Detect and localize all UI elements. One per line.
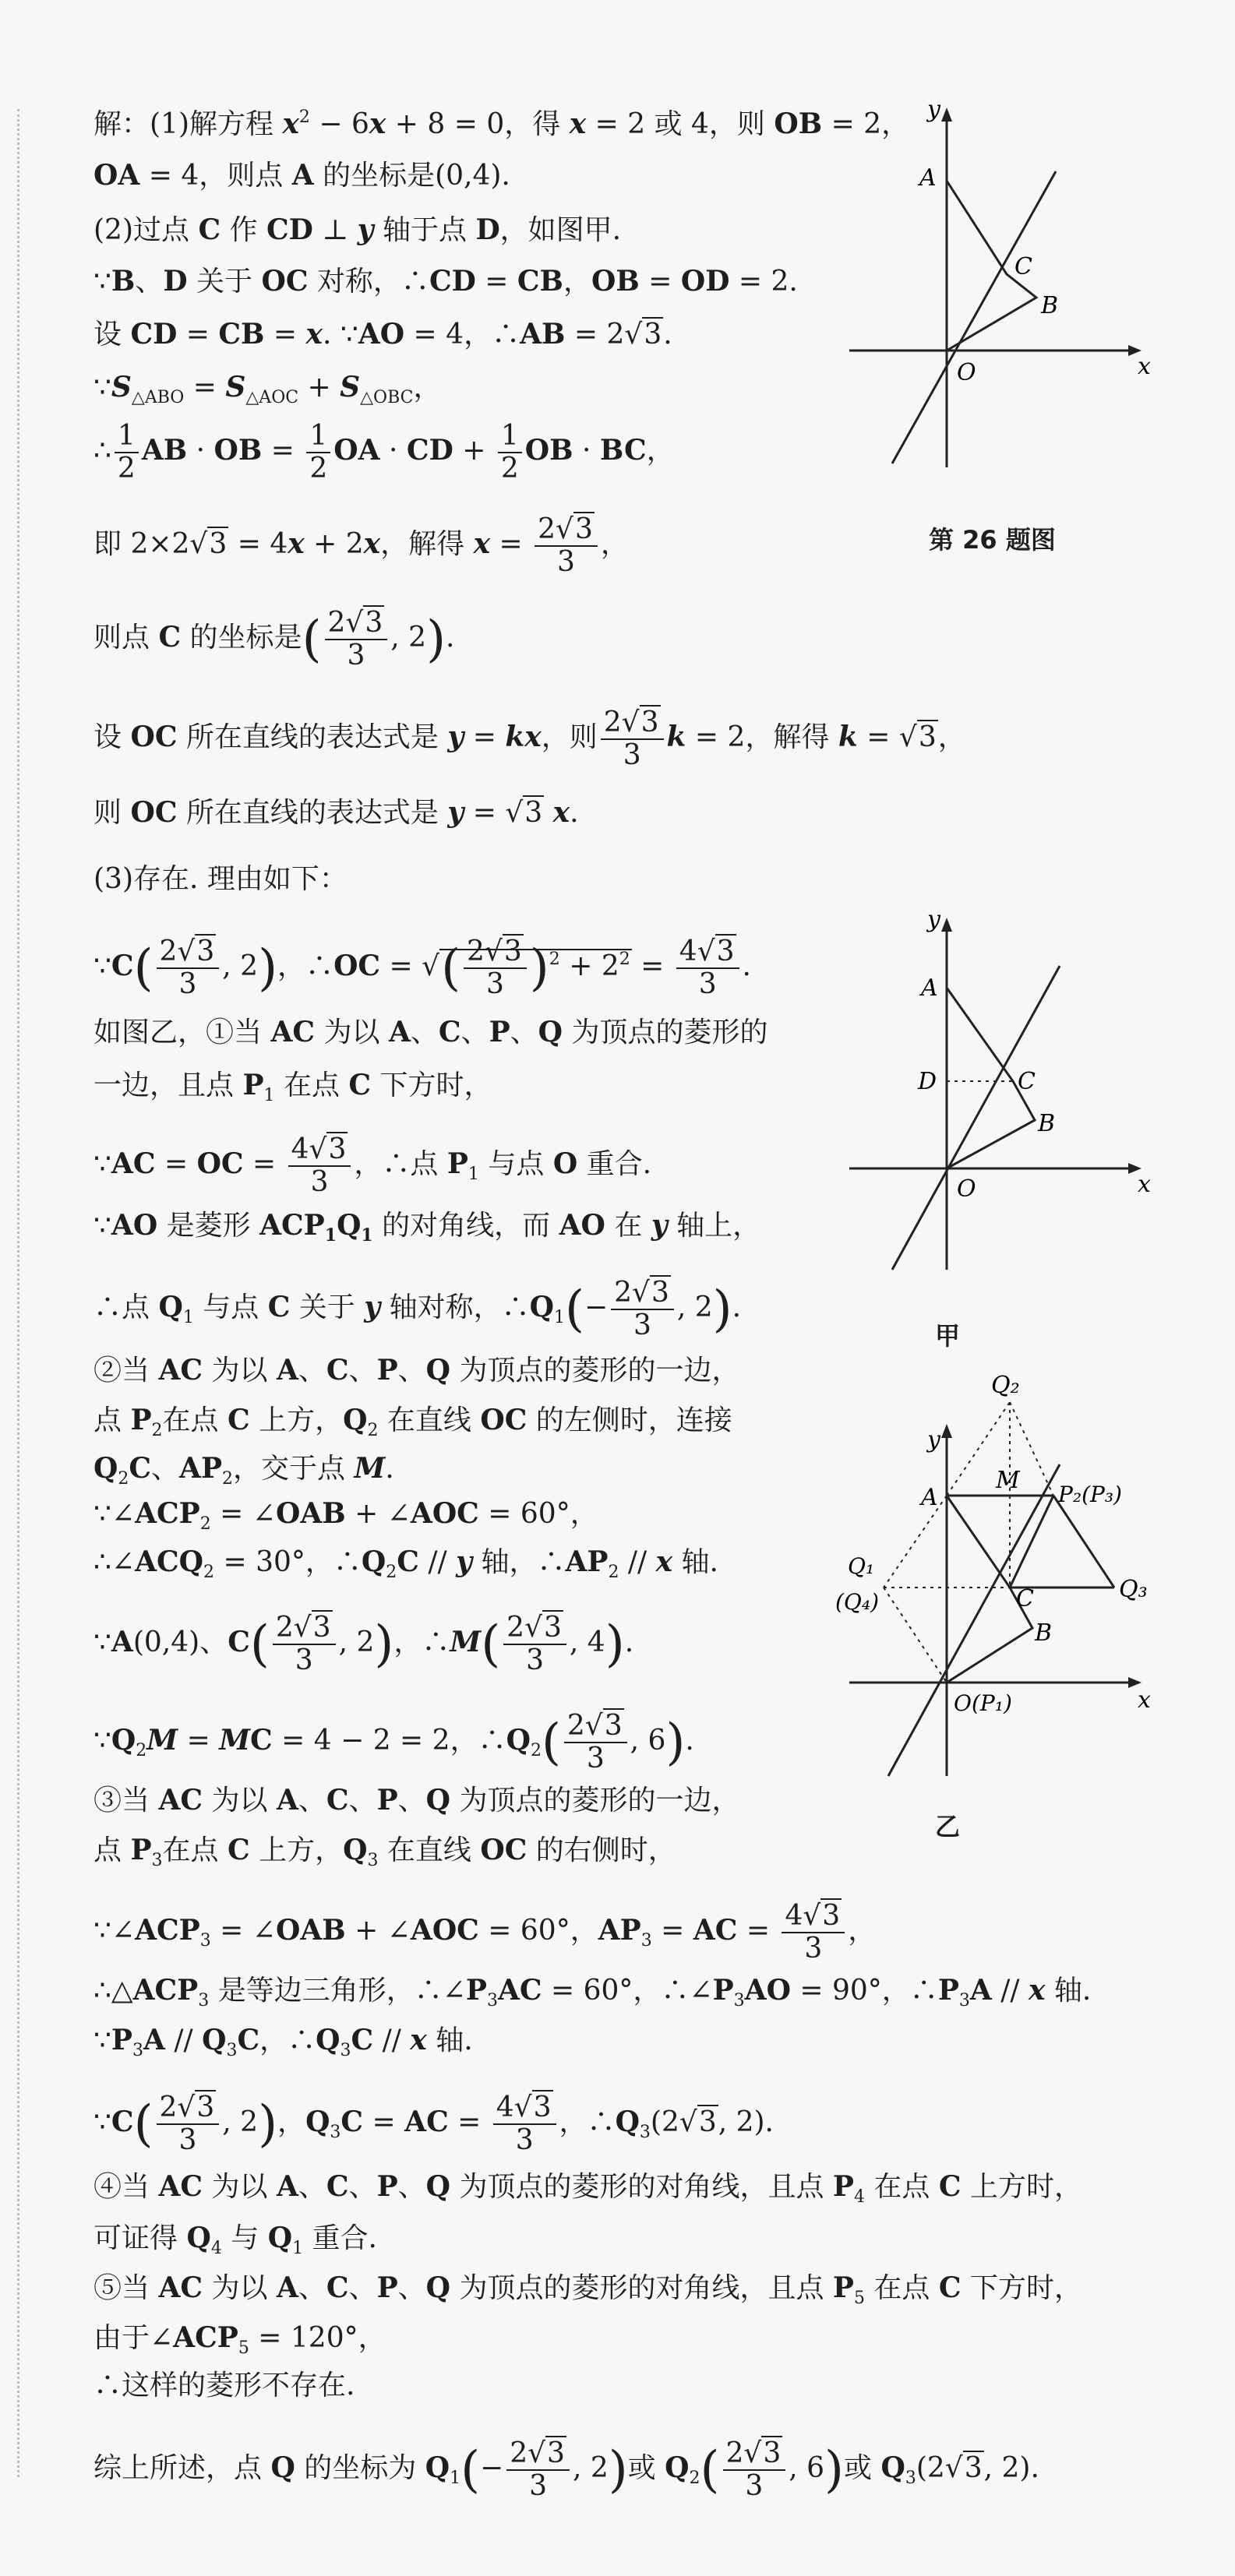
jia-label-C: C [1018,1068,1036,1095]
yi-label-Q1: Q₁ [848,1553,875,1579]
solution-line-18: ∴点 $Q_1$ 与点 C 关于 y 轴对称，$\therefore Q_1(-$ $\frac{2√3}{3}$ , 2). [94,1277,742,1341]
solution-line-7: ∴ $\frac{1}{2}$ AB · OB = $\frac{1}{2}$ OA · CD + $\frac{1}{2}$ OB · BC， [94,420,675,485]
yi-label-Q4: (Q₄) [835,1589,880,1615]
left-margin-rule [17,109,19,2477]
solution-line-28: $\because\angle ACP_3$ = ∠OAB + ∠AOC = 60°，$AP_3$ = AC = $\frac{4√3}{3}$ ， [94,1900,877,1965]
yi-label-y: y [927,1426,940,1454]
solution-line-27: 点 $P_3$在点 C 上方，$Q_3$ 在直线 OC 的右侧时， [94,1834,676,1870]
fig26-label-y: y [927,96,940,123]
figure-yi-caption: 乙 [935,1812,961,1841]
solution-line-31: ∵C( $\frac{2√3}{3}$ , 2)，$Q_3C$ = AC = $\frac{4√3}{3}$ ，$\therefore Q_3(2√3$, 2). [94,2091,774,2156]
jia-label-A: A [921,974,938,1002]
solution-line-32: ④当 AC 为以 A、C、P、Q 为顶点的菱形的对角线，且点 $P_4$ 在点 C 上方时， [94,2170,1082,2207]
yi-label-Q3: Q₃ [1119,1576,1148,1603]
solution-line-9: 则点 C 的坐标是( $\frac{2√3}{3}$ , 2). [94,607,455,671]
solution-line-25: $\because Q_2M$ = MC = 4 − 2 = 2，$\therefore Q_2$( $\frac{2√3}{3}$ , 6). [94,1710,694,1774]
solution-line-10: 设 OC 所在直线的表达式是 y = kx，则 $\frac{2√3}{3}$ k = 2，解得 k = √3， [94,707,966,771]
solution-line-34: ⑤当 AC 为以 A、C、P、Q 为顶点的菱形的对角线，且点 $P_5$ 在点 C 下方时， [94,2271,1082,2308]
fig26-label-B: B [1041,292,1059,319]
jia-label-B: B [1038,1110,1056,1137]
solution-line-1: 解：(1)解方程 $x^2 - 6x + 8 = 0$，得 x = 2 或 4，则 OB = 2， [94,107,910,140]
solution-line-8: 即 2×2√3 = 4x + 2x，解得 x = $\frac{2√3}{3}$ ， [94,513,629,578]
solution-line-14: 如图乙，①当 AC 为以 A、C、P、Q 为顶点的菱形的 [94,1016,768,1048]
yi-label-M: M [996,1467,1020,1494]
solution-line-5: 设 CD = CB = x. ∵AO = 4，∴AB = 2√3. [94,318,672,351]
solution-line-37: 综上所述，点 Q 的坐标为 $Q_1(-$ $\frac{2√3}{3}$ , 2)或 $Q_2$( $\frac{2√3}{3}$ , 6)或 $Q_3(2√3$, 2). [94,2437,1039,2502]
yi-label-A: A [921,1484,938,1511]
solution-line-22: $\because\angle ACP_2$ = ∠OAB + ∠AOC = 60°， [94,1497,598,1534]
yi-label-OP1: O(P₁) [954,1690,1012,1716]
solution-line-29: $\therefore\triangle ACP_3$ 是等边三角形，$\therefore\angle P_3AC = 60^\circ$，$\therefore\angle P_3AO = 90^\circ$，$\therefore P_3A$ // x 轴. [94,1974,1092,2010]
solution-line-21: $Q_2C$、$AP_2$，交于点 M. [94,1452,394,1489]
solution-line-12: (3)存在. 理由如下： [94,863,348,895]
figure-26 [826,93,1153,499]
yi-label-x: x [1138,1686,1151,1714]
solution-line-16: ∵AC = OC = $\frac{4√3}{3}$ ，∴点 $P_1$ 与点 O 重合. [94,1133,652,1198]
yi-label-P2P3: P₂(P₃) [1058,1482,1122,1507]
yi-label-B: B [1035,1619,1053,1647]
solution-line-20: 点 $P_2$在点 C 上方，$Q_2$ 在直线 OC 的左侧时，连接 [94,1404,732,1440]
solution-line-15: 一边，且点 $P_1$ 在点 C 下方时， [94,1069,492,1105]
solution-line-36: ∴这样的菱形不存在. [94,2370,355,2402]
fig26-label-O: O [957,359,976,386]
jia-label-D: D [918,1068,937,1095]
solution-line-19: ②当 AC 为以 A、C、P、Q 为顶点的菱形的一边， [94,1354,740,1387]
solution-line-17: ∵AO 是菱形 $ACP_1Q_1$ 的对角线，而 AO 在 y 轴上， [94,1209,761,1246]
figure-26-caption: 第 26 题图 [929,525,1056,555]
solution-line-33: 可证得 $Q_4$ 与 $Q_1$ 重合. [94,2222,377,2258]
solution-line-3: (2)过点 C 作 CD ⊥ y 轴于点 D，如图甲. [94,213,622,246]
jia-label-O: O [957,1175,976,1203]
figure-jia [826,904,1153,1309]
fig26-label-C: C [1014,253,1032,280]
solution-line-26: ③当 AC 为以 A、C、P、Q 为顶点的菱形的一边， [94,1784,740,1817]
jia-label-x: x [1138,1171,1151,1198]
solution-line-23: $\therefore\angle ACQ_2 = 30^\circ$，$\therefore Q_2C$ // y 轴，$\therefore AP_2$ // x 轴. [94,1545,718,1582]
solution-line-35: 由于$\angle ACP_5 = 120^\circ$， [94,2321,386,2358]
yi-label-Q2: Q₂ [991,1372,1020,1399]
fig26-label-x: x [1138,353,1151,380]
figure-jia-caption: 甲 [935,1321,961,1351]
solution-line-4: ∵B、D 关于 OC 对称，∴CD = CB，OB = OD = 2. [94,265,798,298]
figure-yi [826,1371,1169,1807]
solution-line-24: ∵A(0,4)、C( $\frac{2√3}{3}$ , 2)，∴M( $\frac{2√3}{3}$ , 4). [94,1612,634,1676]
jia-label-y: y [927,906,940,933]
solution-line-6: $\because S_{\triangle ABO} = S_{\triangle AOC} + S_{\triangle OBC}$， [94,371,442,407]
solution-line-13: ∵C( $\frac{2√3}{3}$ , 2)，∴OC = √( $\frac{2√3}{3}$ )$^2 + 2^2$ = $\frac{4√3}{3}$ . [94,936,751,1000]
solution-line-2: OA = 4，则点 A 的坐标是(0,4). [94,159,510,192]
yi-label-C: C [1016,1585,1034,1612]
fig26-label-A: A [919,164,937,192]
solution-line-30: $\because P_3A // Q_3C$，$\therefore Q_3C$ // x 轴. [94,2024,473,2060]
solution-line-11: 则 OC 所在直线的表达式是 y = √3 x. [94,796,579,829]
